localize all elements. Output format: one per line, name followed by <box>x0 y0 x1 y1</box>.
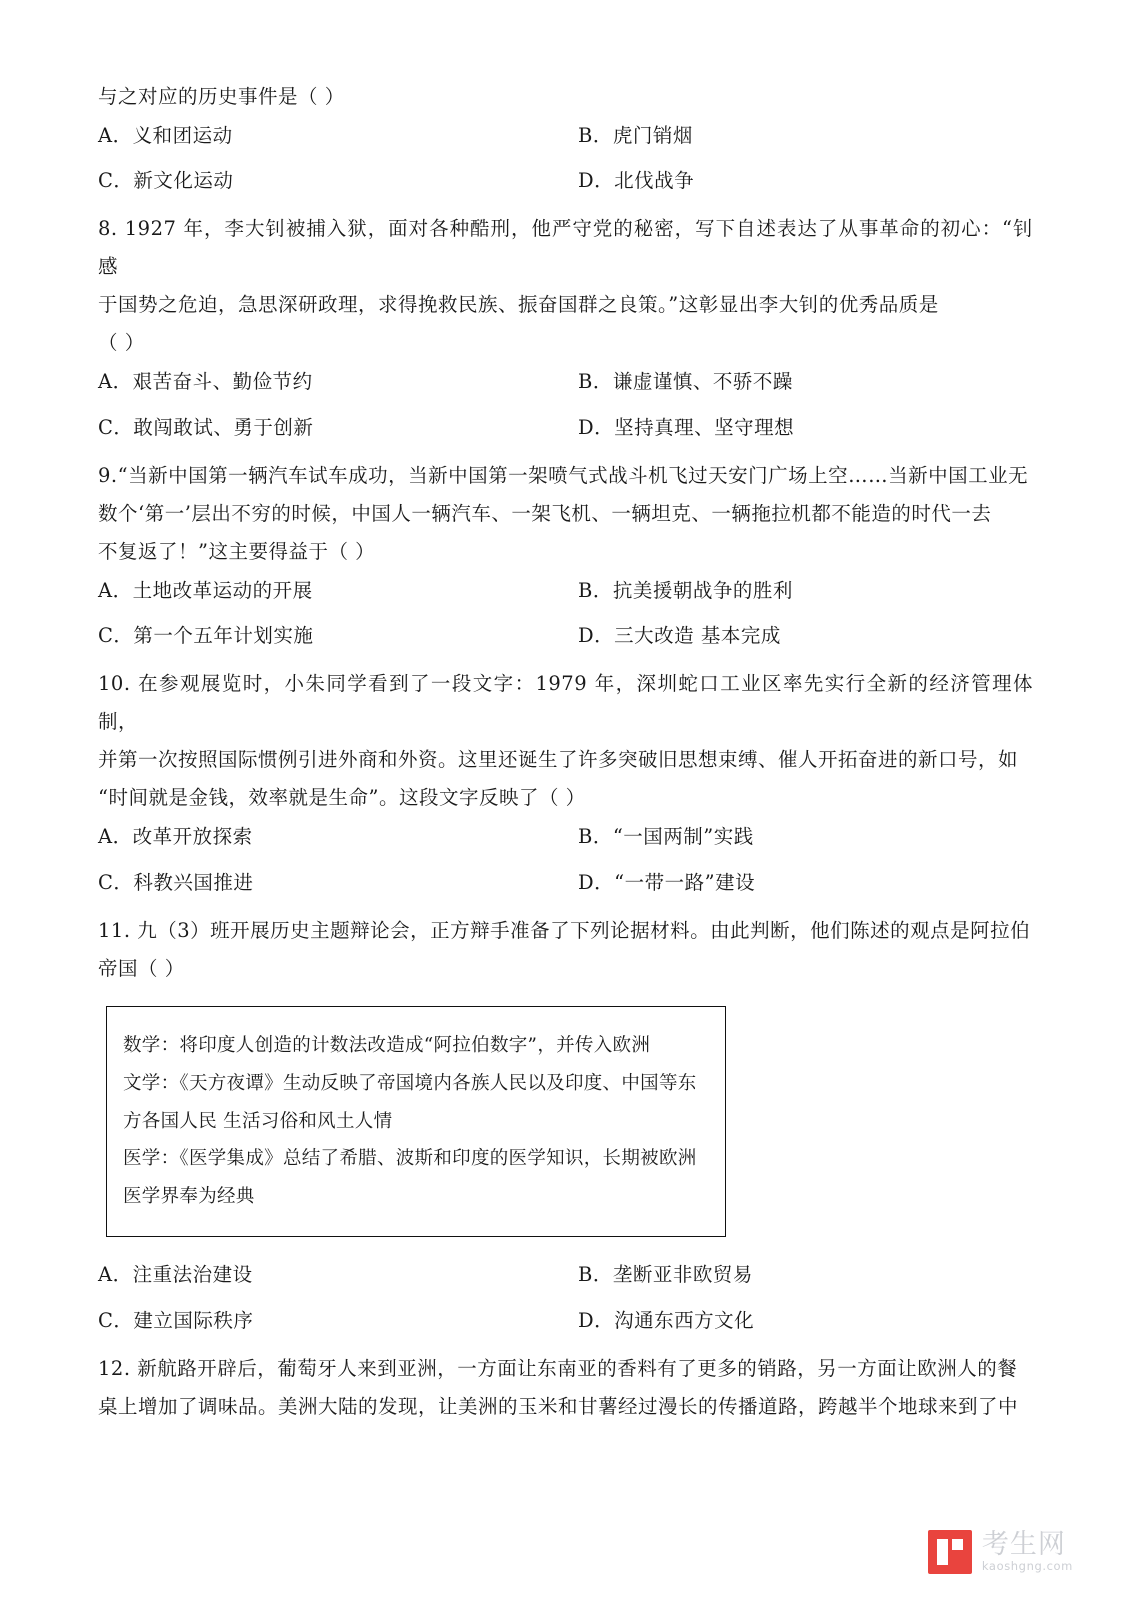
stem-line: 于国势之危迫，急思深研政理，求得挽救民族、振奋国群之良策。”这彰显出李大钊的优秀品质是 <box>98 293 939 317</box>
question-8-options <box>98 366 1033 442</box>
option-row <box>98 821 1033 852</box>
material-line-medicine-cont: 医学界奉为经典 <box>123 1186 255 1208</box>
option-c[interactable]: C．建立国际秩序 <box>98 1308 254 1332</box>
option-a[interactable]: A．艰苦奋斗、勤俭节约 <box>98 370 313 394</box>
question-9-options <box>98 575 1033 651</box>
option-d[interactable]: D．北伐战争 <box>578 169 695 193</box>
question-10-options <box>98 821 1033 897</box>
material-line-medicine: 医学：《医学集成》总结了希腊、波斯和印度的医学知识，长期被欧洲 <box>123 1148 697 1170</box>
continued-question <box>98 78 1033 196</box>
option-d[interactable]: D．沟通东西方文化 <box>578 1308 755 1332</box>
option-c[interactable]: C．第一个五年计划实施 <box>98 624 314 648</box>
watermark-title: 考生网 <box>981 1528 1066 1560</box>
stem-line: 帝国（ ） <box>98 956 185 980</box>
question-10 <box>98 665 1033 897</box>
watermark <box>928 1530 1073 1574</box>
option-b[interactable]: B．“一国两制”实践 <box>578 825 754 849</box>
option-a[interactable]: A．改革开放探索 <box>98 825 253 849</box>
stem-line: 数个‘第一’层出不穷的时候，中国人一辆汽车、一架飞机、一辆坦克、一辆拖拉机都不能造的时代一去 <box>98 501 992 525</box>
option-row <box>98 575 1033 606</box>
question-12-stem <box>98 1350 1033 1426</box>
watermark-domain: kaoshgng.com <box>981 1559 1073 1574</box>
material-box <box>106 1006 726 1238</box>
option-a[interactable]: A．义和团运动 <box>98 124 233 148</box>
continued-stem: 与之对应的历史事件是（ ） <box>98 85 345 108</box>
option-b[interactable]: B．虎门销烟 <box>578 124 693 148</box>
option-a[interactable]: A．注重法治建设 <box>98 1263 253 1287</box>
option-row <box>98 867 1033 898</box>
option-b[interactable]: B．谦虚谨慎、不骄不躁 <box>578 370 793 394</box>
option-row <box>98 412 1033 443</box>
stem-line: 11. 九（3）班开展历史主题辩论会，正方辩手准备了下列论据材料。由此判断，他们陈述的观点是阿拉伯 <box>98 918 1031 942</box>
option-c[interactable]: C．科教兴国推进 <box>98 870 254 894</box>
option-row <box>98 165 1033 196</box>
watermark-logo-icon <box>928 1530 972 1574</box>
question-9 <box>98 457 1033 651</box>
stem-line: 8. 1927 年，李大钊被捕入狱，面对各种酷刑，他严守党的秘密，写下自述表达了从事革命的初心：“钊感 <box>98 217 1033 279</box>
question-8-stem <box>98 210 1033 362</box>
option-d[interactable]: D．“一带一路”建设 <box>578 870 756 894</box>
material-line-math: 数学：将印度人创造的计数法改造成“阿拉伯数字”，并传入欧洲 <box>123 1034 651 1056</box>
material-line-literature: 文学：《天方夜谭》生动反映了帝国境内各族人民以及印度、中国等东 <box>123 1072 697 1094</box>
question-10-stem <box>98 665 1033 817</box>
question-11-stem <box>98 912 1033 988</box>
option-b[interactable]: B．抗美援朝战争的胜利 <box>578 578 793 602</box>
option-row <box>98 620 1033 651</box>
stem-line: （ ） <box>98 331 145 355</box>
stem-line: 10. 在参观展览时，小朱同学看到了一段文字：1979 年，深圳蛇口工业区率先实行全新的经济管理体制， <box>98 672 1033 734</box>
stem-line: 9.“当新中国第一辆汽车试车成功，当新中国第一架喷气式战斗机飞过天安门广场上空……当新中国工业无 <box>98 463 1029 487</box>
option-c[interactable]: C．敢闯敢试、勇于创新 <box>98 415 314 439</box>
continued-options <box>98 120 1033 196</box>
option-row <box>98 1259 1033 1290</box>
option-a[interactable]: A．土地改革运动的开展 <box>98 578 313 602</box>
stem-line: “时间就是金钱，效率就是生命”。这段文字反映了（ ） <box>98 786 586 810</box>
question-11-options <box>98 1259 1033 1335</box>
question-9-stem <box>98 457 1033 571</box>
option-c[interactable]: C．新文化运动 <box>98 169 234 193</box>
question-12 <box>98 1350 1033 1426</box>
option-row <box>98 1305 1033 1336</box>
stem-line: 并第一次按照国际惯例引进外商和外资。这里还诞生了许多突破旧思想束缚、催人开拓奋进的新口号，如 <box>98 748 1019 772</box>
option-row <box>98 366 1033 397</box>
watermark-text <box>981 1528 1073 1574</box>
material-line-literature-cont: 方各国人民 生活习俗和风土人情 <box>123 1110 393 1132</box>
option-row <box>98 120 1033 151</box>
stem-line: 不复返了！”这主要得益于（ ） <box>98 539 376 563</box>
stem-line: 12. 新航路开辟后，葡萄牙人来到亚洲，一方面让东南亚的香料有了更多的销路，另一方面让欧洲人的餐 <box>98 1356 1018 1380</box>
question-11 <box>98 912 1033 1336</box>
question-8 <box>98 210 1033 442</box>
option-d[interactable]: D．坚持真理、坚守理想 <box>578 415 795 439</box>
option-b[interactable]: B．垄断亚非欧贸易 <box>578 1263 753 1287</box>
stem-line: 桌上增加了调味品。美洲大陆的发现，让美洲的玉米和甘薯经过漫长的传播道路，跨越半个地球来到了中 <box>98 1394 1019 1418</box>
option-d[interactable]: D．三大改造 基本完成 <box>578 624 781 648</box>
